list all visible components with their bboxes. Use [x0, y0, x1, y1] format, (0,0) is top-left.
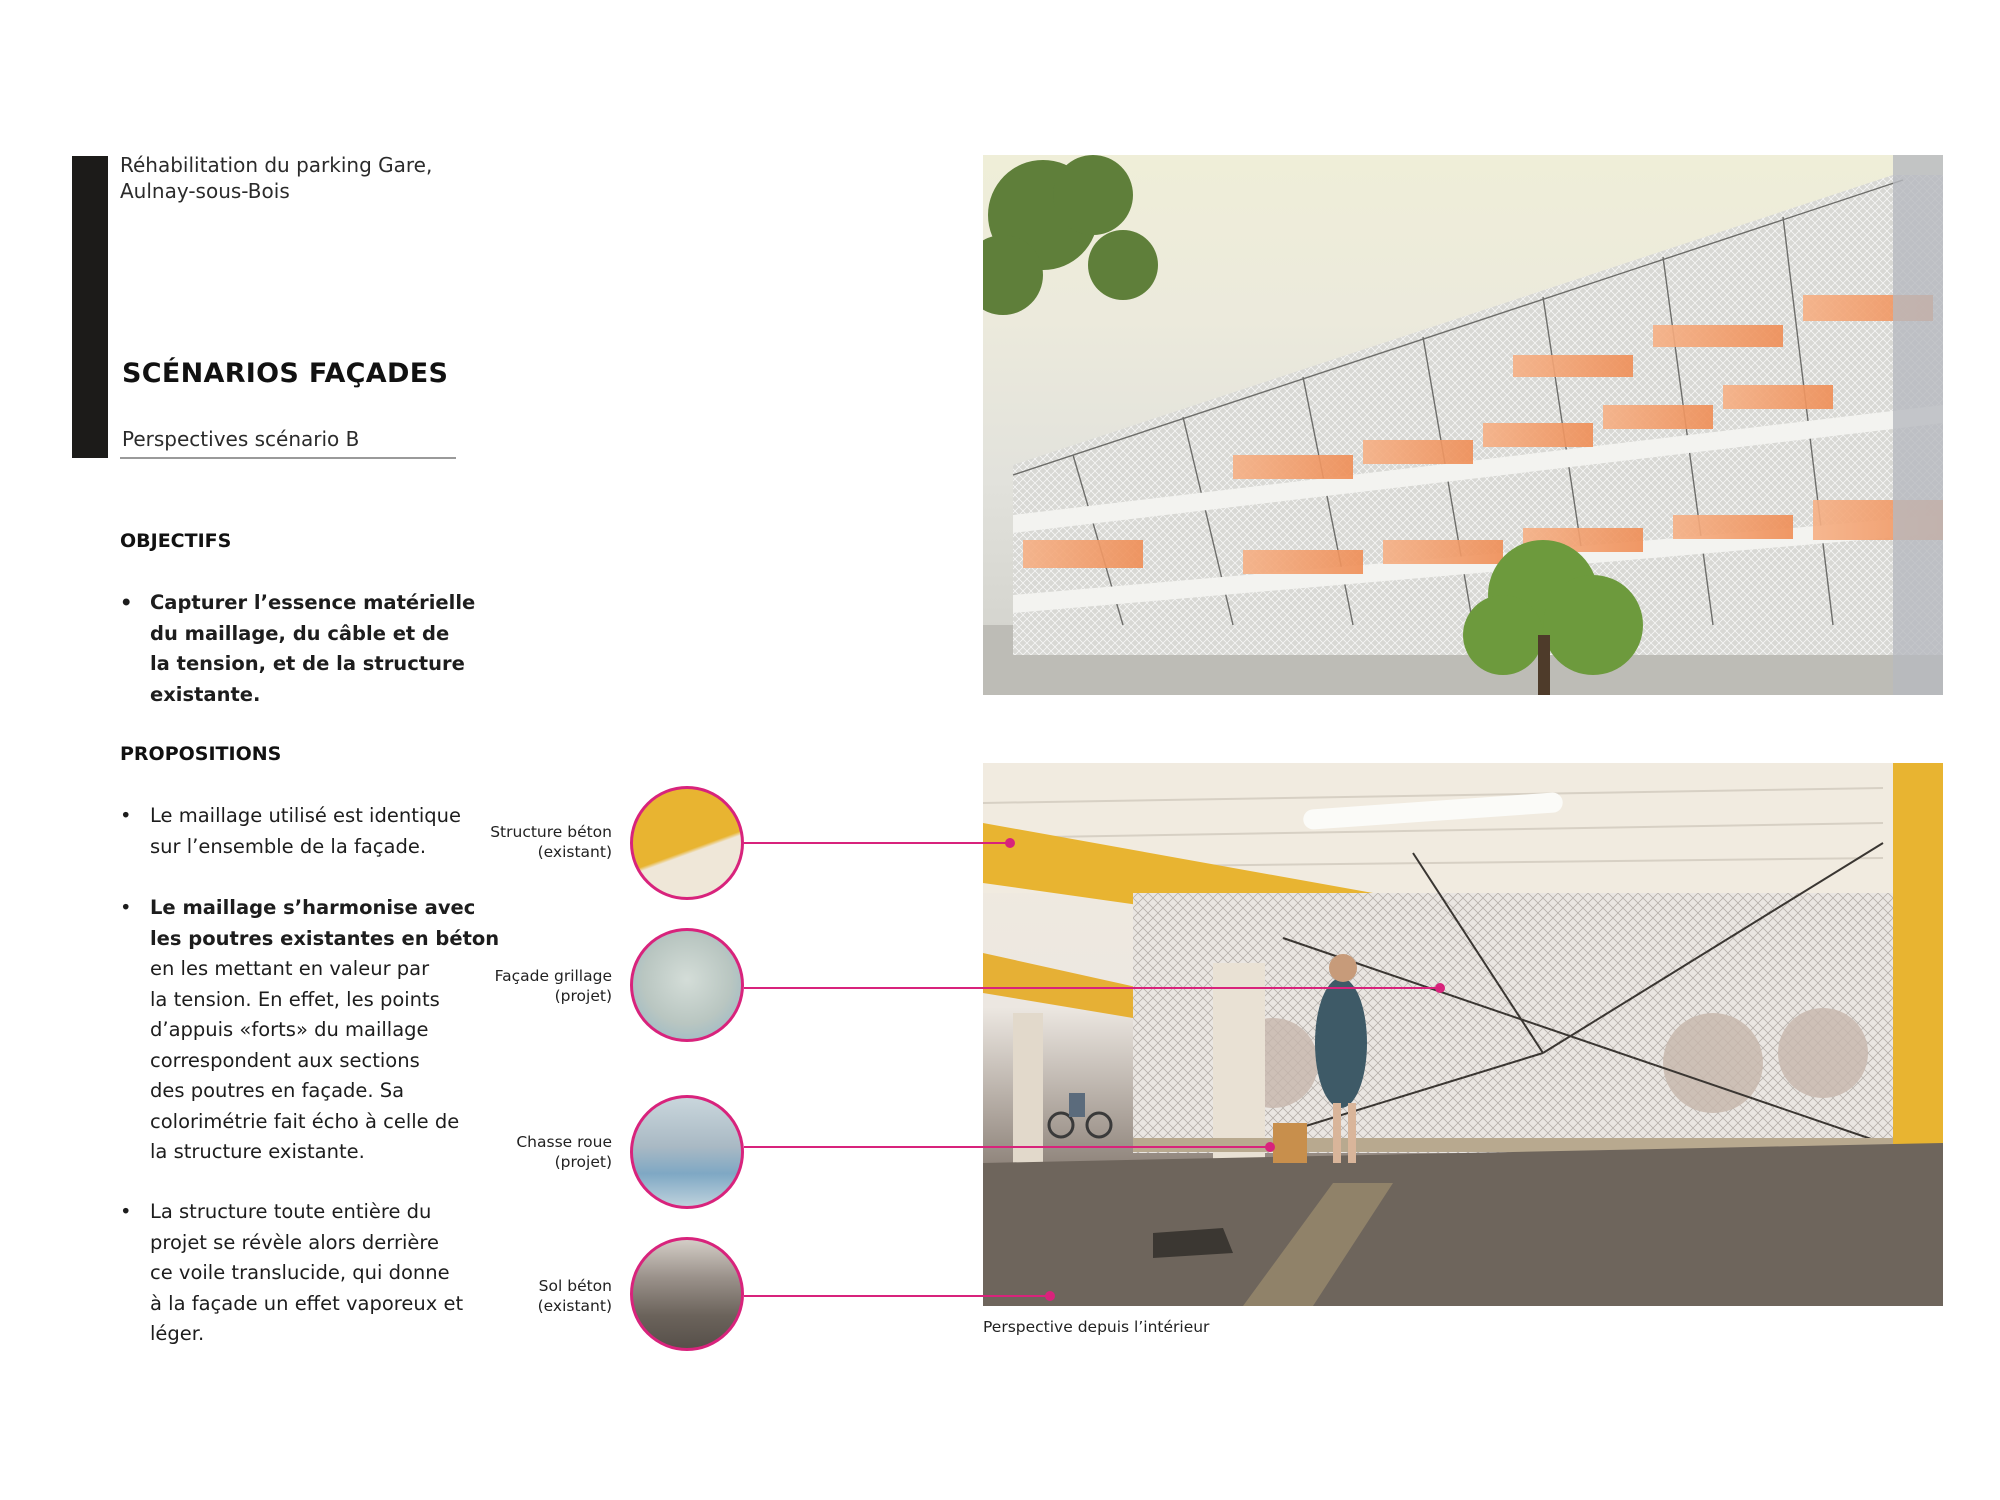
section-title: SCÉNARIOS FAÇADES	[122, 358, 449, 389]
text-line-bold: les poutres existantes en béton	[150, 926, 500, 950]
propositions-heading: PROPOSITIONS	[120, 743, 282, 765]
text-line: existante.	[150, 682, 261, 706]
connector-line	[744, 987, 1440, 989]
facade-exterior-render	[983, 155, 1943, 695]
detail-label-chasse-roue	[412, 1132, 612, 1172]
text-line: colorimétrie fait écho à celle de	[150, 1109, 460, 1133]
detail-circle-chasse-roue	[630, 1095, 744, 1209]
text-line: la structure existante.	[150, 1140, 365, 1163]
detail-circle-structure-beton	[630, 786, 744, 900]
connector-endpoint	[1005, 838, 1015, 848]
detail-label-facade-grillage	[412, 966, 612, 1006]
subtitle-divider	[120, 457, 456, 459]
detail-label-line: Structure béton	[490, 823, 612, 841]
detail-label-line: (projet)	[554, 1153, 612, 1171]
black-title-bar	[72, 156, 108, 458]
facade-render-drawing	[983, 155, 1943, 695]
detail-label-structure-beton	[412, 822, 612, 862]
text-line: La structure toute entière du	[150, 1200, 432, 1223]
bullet-dot: •	[120, 591, 133, 614]
project-title	[120, 152, 480, 204]
objectifs-heading: OBJECTIFS	[120, 530, 232, 552]
text-line: la tension. En effet, les points	[150, 987, 440, 1011]
detail-label-line: (existant)	[537, 1297, 612, 1315]
detail-label-line: Sol béton	[538, 1277, 612, 1295]
connector-endpoint	[1265, 1142, 1275, 1152]
text-line: du maillage, du câble et de	[150, 621, 450, 645]
text-line: en les mettant en valeur par	[150, 957, 430, 980]
text-line: Le maillage utilisé est identique	[150, 804, 462, 827]
bullet-dot: •	[120, 804, 132, 827]
detail-label-sol-beton	[412, 1276, 612, 1316]
text-line: des poutres en façade. Sa	[150, 1079, 405, 1102]
text-line: projet se révèle alors derrière	[150, 1230, 439, 1254]
detail-circle-sol-beton	[630, 1237, 744, 1351]
detail-label-line: (existant)	[537, 843, 612, 861]
text-line: Capturer l’essence matérielle	[150, 591, 476, 614]
detail-label-line: Façade grillage	[494, 967, 612, 985]
interior-render-drawing	[983, 763, 1943, 1306]
project-location-line: Aulnay-sous-Bois	[120, 179, 290, 203]
text-line: sur l’ensemble de la façade.	[150, 834, 427, 858]
text-line: la tension, et de la structure	[150, 652, 465, 675]
interior-caption: Perspective depuis l’intérieur	[983, 1318, 1210, 1336]
detail-circle-facade-grillage	[630, 928, 744, 1042]
connector-line	[744, 1146, 1270, 1148]
text-line: à la façade un effet vaporeux et	[150, 1291, 464, 1315]
bullet-dot: •	[120, 1200, 132, 1223]
text-line: d’appuis «forts» du maillage	[150, 1018, 429, 1041]
bullet-dot: •	[120, 896, 132, 919]
section-subtitle: Perspectives scénario B	[122, 427, 360, 451]
connector-endpoint	[1045, 1291, 1055, 1301]
connector-line	[744, 842, 1010, 844]
text-line: ce voile translucide, qui donne	[150, 1261, 450, 1284]
detail-label-line: Chasse roue	[516, 1133, 612, 1151]
text-line: correspondent aux sections	[150, 1048, 420, 1072]
text-line: léger.	[150, 1322, 205, 1345]
detail-label-line: (projet)	[554, 987, 612, 1005]
text-line-bold: Le maillage s’harmonise avec	[150, 896, 476, 919]
connector-line	[744, 1295, 1050, 1297]
project-title-line: Réhabilitation du parking Gare,	[120, 153, 433, 177]
interior-perspective-render	[983, 763, 1943, 1306]
connector-endpoint	[1435, 983, 1445, 993]
